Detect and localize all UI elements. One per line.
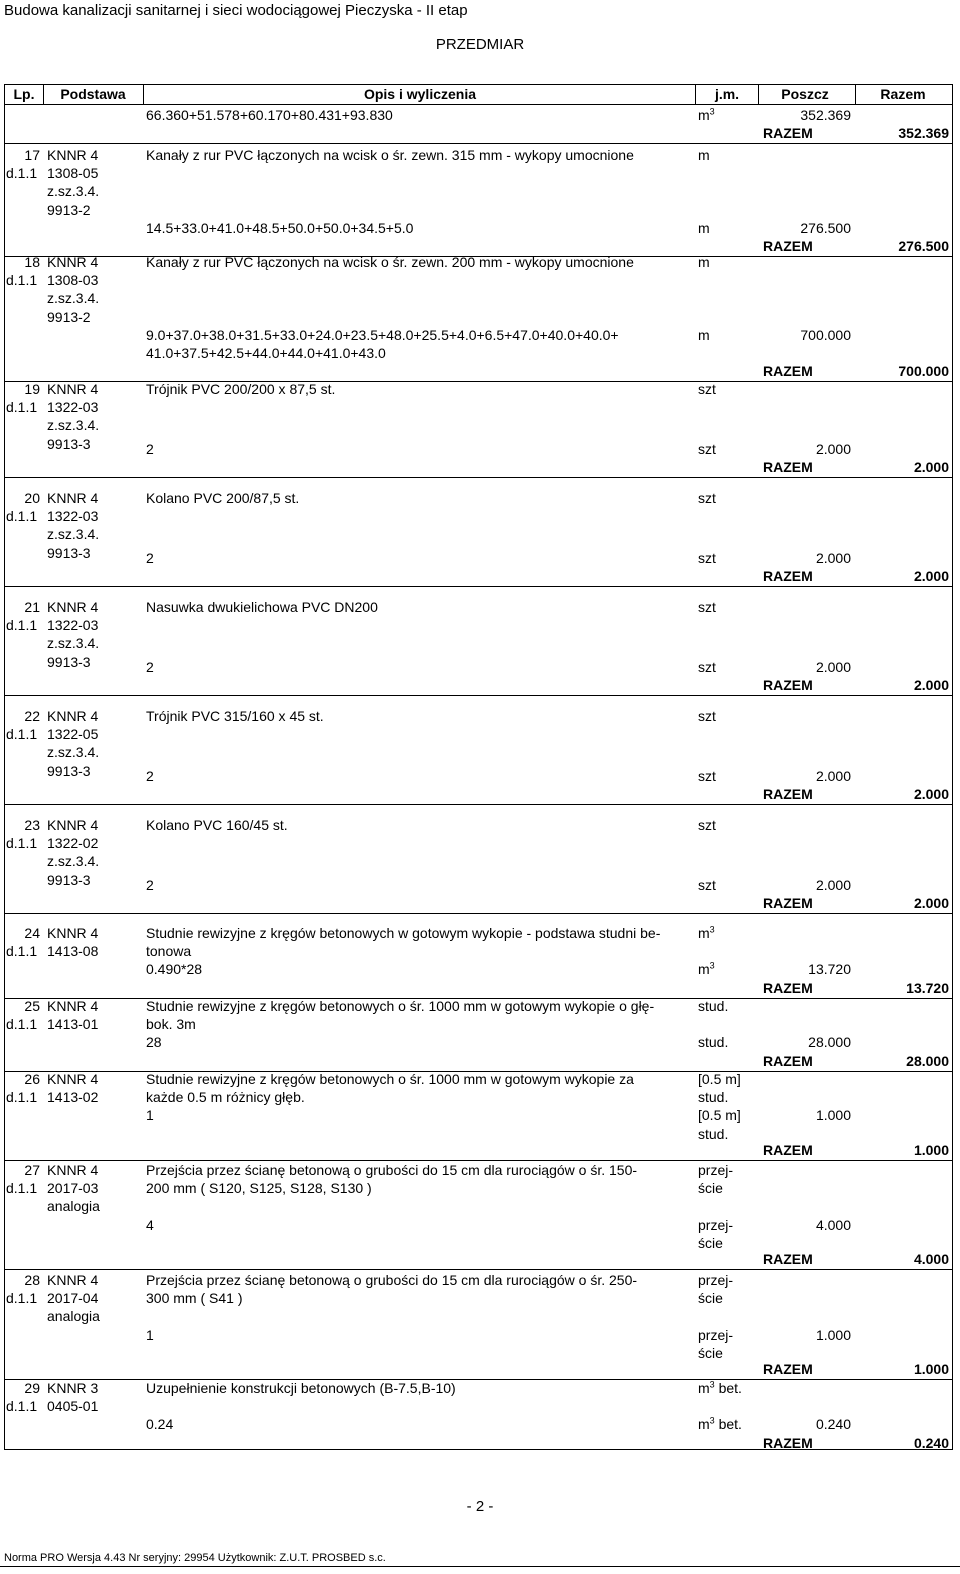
razem-value: 28.000 bbox=[906, 1052, 949, 1069]
item-poszcz: 2.000 bbox=[815, 659, 851, 676]
item-unit-line2: ście bbox=[698, 1290, 723, 1307]
item-poszcz: 4.000 bbox=[815, 1216, 851, 1233]
carry-over-value: 352.369 bbox=[800, 107, 851, 123]
item-basis-line: 1322-05 bbox=[47, 726, 99, 743]
razem-value: 2.000 bbox=[913, 786, 949, 803]
razem-label: RAZEM bbox=[763, 238, 813, 254]
item-description: Studnie rewizyjne z kręgów betonowych o śr. 1000 mm w gotowym wykopie za bbox=[146, 1071, 634, 1087]
item-lp-sub: d.1.1 bbox=[6, 272, 38, 289]
item-lp-sub: d.1.1 bbox=[6, 943, 38, 960]
item-basis-line: 9913-3 bbox=[47, 762, 91, 779]
razem-label: RAZEM bbox=[763, 125, 813, 141]
document-subtitle: PRZEDMIAR bbox=[435, 36, 525, 53]
item-lp: 19 bbox=[24, 381, 40, 397]
item-basis-line: 1308-03 bbox=[47, 272, 99, 289]
item-calc-unit: szt bbox=[698, 441, 716, 458]
item-basis-line: 9913-3 bbox=[47, 871, 91, 888]
item-calculation: 28 bbox=[146, 1034, 162, 1051]
item-description: Trójnik PVC 315/160 x 45 st. bbox=[146, 708, 324, 724]
item-basis-line: KNNR 4 bbox=[47, 1162, 99, 1178]
item-lp: 17 bbox=[24, 147, 40, 163]
header-poszcz: Poszcz bbox=[781, 86, 829, 102]
item-lp: 22 bbox=[24, 708, 40, 724]
item-lp: 29 bbox=[24, 1380, 40, 1396]
item-calc-unit: przej- bbox=[698, 1326, 734, 1343]
razem-value: 352.369 bbox=[898, 125, 949, 141]
item-poszcz: 700.000 bbox=[800, 326, 851, 343]
item-unit: stud. bbox=[698, 998, 729, 1014]
razem-value: 276.500 bbox=[898, 238, 949, 254]
item-unit-line2: ście bbox=[698, 1180, 723, 1197]
row-divider bbox=[4, 913, 953, 914]
item-lp-sub: d.1.1 bbox=[6, 835, 38, 852]
item-basis-line: 1322-02 bbox=[47, 835, 99, 852]
item-description: Kanały z rur PVC łączonych na wcisk o śr. zewn. 200 mm - wykopy umocnione bbox=[146, 254, 634, 270]
item-lp: 18 bbox=[24, 254, 40, 270]
item-poszcz: 0.240 bbox=[815, 1416, 851, 1433]
item-unit: $m^3$ bbox=[698, 924, 715, 941]
item-lp-sub: d.1.1 bbox=[6, 165, 38, 182]
item-basis-line: KNNR 4 bbox=[47, 147, 99, 163]
item-calculation: 2 bbox=[146, 877, 154, 894]
header-razem: Razem bbox=[880, 86, 926, 102]
item-basis-line: KNNR 4 bbox=[47, 1071, 99, 1087]
item-basis-line: 1413-02 bbox=[47, 1089, 99, 1106]
item-calc-unit-line2: ście bbox=[698, 1234, 723, 1251]
razem-value: 2.000 bbox=[913, 677, 949, 694]
item-unit: szt bbox=[698, 381, 716, 397]
item-description: Przejścia przez ścianę betonową o grubości do 15 cm dla rurociągów o śr. 250- bbox=[146, 1272, 638, 1288]
item-basis-line: 1322-03 bbox=[47, 508, 99, 525]
item-poszcz: 2.000 bbox=[815, 768, 851, 785]
item-basis-line: 1322-03 bbox=[47, 617, 99, 634]
item-description: Studnie rewizyjne z kręgów betonowych o śr. 1000 mm w gotowym wykopie o głę- bbox=[146, 998, 655, 1014]
item-calculation: 2 bbox=[146, 768, 154, 785]
razem-value: 2.000 bbox=[913, 568, 949, 585]
item-basis-line: z.sz.3.4. bbox=[47, 635, 100, 652]
carry-over-calc: 66.360+51.578+60.170+80.431+93.830 bbox=[146, 107, 393, 123]
item-description: bok. 3m bbox=[146, 1016, 196, 1033]
razem-label: RAZEM bbox=[763, 895, 813, 912]
item-lp-sub: d.1.1 bbox=[6, 508, 38, 525]
row-divider bbox=[4, 1269, 953, 1270]
footer-note: Norma PRO Wersja 4.43 Nr seryjny: 29954 Użytkownik: Z.U.T. PROSBED s.c. bbox=[4, 1552, 386, 1564]
item-poszcz: 276.500 bbox=[800, 219, 851, 236]
header-podstawa: Podstawa bbox=[60, 86, 126, 102]
item-poszcz: 1.000 bbox=[815, 1107, 851, 1124]
item-basis-line: z.sz.3.4. bbox=[47, 853, 100, 870]
razem-label: RAZEM bbox=[763, 677, 813, 694]
item-unit: szt bbox=[698, 817, 716, 833]
razem-label: RAZEM bbox=[763, 786, 813, 803]
razem-value: 4.000 bbox=[913, 1251, 949, 1268]
item-poszcz: 2.000 bbox=[815, 877, 851, 894]
item-basis-line: z.sz.3.4. bbox=[47, 526, 100, 543]
header-lp: Lp. bbox=[13, 86, 35, 102]
item-basis-line: z.sz.3.4. bbox=[47, 417, 100, 434]
item-calc-unit: szt bbox=[698, 768, 716, 785]
item-lp-sub: d.1.1 bbox=[6, 1180, 38, 1197]
item-description: Kanały z rur PVC łączonych na wcisk o śr. zewn. 315 mm - wykopy umocnione bbox=[146, 147, 634, 163]
carry-over-unit: $m^3$ bbox=[698, 106, 715, 123]
item-basis-line: 9913-3 bbox=[47, 544, 91, 561]
document-title: Budowa kanalizacji sanitarnej i sieci wodociągowej Pieczyska - II etap bbox=[4, 2, 468, 19]
item-basis-line: analogia bbox=[47, 1198, 100, 1215]
item-description: Studnie rewizyjne z kręgów betonowych w gotowym wykopie - podstawa studni be- bbox=[146, 925, 661, 941]
item-unit-line2: stud. bbox=[698, 1089, 729, 1106]
item-unit: m bbox=[698, 147, 710, 163]
item-lp-sub: d.1.1 bbox=[6, 1089, 38, 1106]
razem-label: RAZEM bbox=[763, 363, 813, 380]
header-opis: Opis i wyliczenia bbox=[363, 86, 477, 102]
item-basis-line: KNNR 4 bbox=[47, 381, 99, 397]
item-lp-sub: d.1.1 bbox=[6, 1290, 38, 1307]
item-description: tonowa bbox=[146, 943, 192, 960]
item-calculation: 2 bbox=[146, 441, 154, 458]
item-calc-unit: m bbox=[698, 326, 710, 343]
item-poszcz: 2.000 bbox=[815, 441, 851, 458]
razem-value: 0.240 bbox=[913, 1434, 949, 1451]
item-calculation: 2 bbox=[146, 550, 154, 567]
item-calculation: 1 bbox=[146, 1107, 154, 1124]
item-basis-line: KNNR 4 bbox=[47, 599, 99, 615]
item-lp: 28 bbox=[24, 1272, 40, 1288]
item-calc-unit: m bbox=[698, 219, 710, 236]
item-calculation: 1 bbox=[146, 1326, 154, 1343]
item-calc-unit: $m^3$ bet. bbox=[698, 1415, 742, 1433]
header-divider bbox=[4, 104, 953, 105]
table-frame bbox=[4, 84, 953, 1450]
item-basis-line: 9913-3 bbox=[47, 653, 91, 670]
item-basis-line: 1413-08 bbox=[47, 943, 99, 960]
item-unit: szt bbox=[698, 599, 716, 615]
razem-value: 1.000 bbox=[913, 1361, 949, 1378]
item-lp: 25 bbox=[24, 998, 40, 1014]
item-description: Trójnik PVC 200/200 x 87,5 st. bbox=[146, 381, 336, 397]
razem-label: RAZEM bbox=[763, 1141, 813, 1158]
item-lp: 21 bbox=[24, 599, 40, 615]
item-description: Nasuwka dwukielichowa PVC DN200 bbox=[146, 599, 378, 615]
razem-value: 700.000 bbox=[898, 363, 949, 380]
item-basis-line: z.sz.3.4. bbox=[47, 290, 100, 307]
item-lp-sub: d.1.1 bbox=[6, 399, 38, 416]
item-lp-sub: d.1.1 bbox=[6, 617, 38, 634]
item-unit: przej- bbox=[698, 1272, 734, 1288]
item-basis-line: KNNR 4 bbox=[47, 817, 99, 833]
item-calc-unit: szt bbox=[698, 877, 716, 894]
item-basis-line: 9913-2 bbox=[47, 308, 91, 325]
item-lp: 20 bbox=[24, 490, 40, 506]
item-calculation: 2 bbox=[146, 659, 154, 676]
item-description: 300 mm ( S41 ) bbox=[146, 1290, 243, 1307]
item-basis-line: 9913-2 bbox=[47, 201, 91, 218]
item-calculation: 14.5+33.0+41.0+48.5+50.0+50.0+34.5+5.0 bbox=[146, 219, 414, 236]
item-unit: szt bbox=[698, 708, 716, 724]
item-poszcz: 13.720 bbox=[808, 961, 851, 978]
item-lp-sub: d.1.1 bbox=[6, 726, 38, 743]
item-basis-line: 2017-03 bbox=[47, 1180, 99, 1197]
item-description: 200 mm ( S120, S125, S128, S130 ) bbox=[146, 1180, 372, 1197]
item-basis-line: 1322-03 bbox=[47, 399, 99, 416]
item-basis-line: KNNR 4 bbox=[47, 1272, 99, 1288]
item-unit: m bbox=[698, 254, 710, 270]
item-description: Uzupełnienie konstrukcji betonowych (B-7.5,B-10) bbox=[146, 1380, 456, 1396]
item-lp: 23 bbox=[24, 817, 40, 833]
razem-label: RAZEM bbox=[763, 568, 813, 585]
item-basis-line: KNNR 4 bbox=[47, 708, 99, 724]
item-description: Kolano PVC 160/45 st. bbox=[146, 817, 288, 833]
razem-value: 13.720 bbox=[906, 979, 949, 996]
item-basis-line: KNNR 4 bbox=[47, 998, 99, 1014]
item-lp: 26 bbox=[24, 1071, 40, 1087]
item-calculation: 4 bbox=[146, 1216, 154, 1233]
item-poszcz: 28.000 bbox=[808, 1034, 851, 1051]
item-lp: 27 bbox=[24, 1162, 40, 1178]
item-unit: $m^3$ bet. bbox=[698, 1379, 742, 1396]
item-calc-unit-line2: stud. bbox=[698, 1125, 729, 1142]
item-calculation: 9.0+37.0+38.0+31.5+33.0+24.0+23.5+48.0+25.5+4.0+6.5+47.0+40.0+40.0+ bbox=[146, 326, 619, 343]
item-basis-line: KNNR 4 bbox=[47, 490, 99, 506]
item-unit: szt bbox=[698, 490, 716, 506]
item-basis-line: 2017-04 bbox=[47, 1290, 99, 1307]
item-basis-line: 1308-05 bbox=[47, 165, 99, 182]
razem-label: RAZEM bbox=[763, 1434, 813, 1451]
item-calculation: 0.490*28 bbox=[146, 961, 203, 978]
item-basis-line: 1413-01 bbox=[47, 1016, 99, 1033]
item-basis-line: 0405-01 bbox=[47, 1398, 99, 1415]
item-description: każde 0.5 m różnicy głęb. bbox=[146, 1089, 305, 1106]
item-basis-line: analogia bbox=[47, 1308, 100, 1325]
item-unit: przej- bbox=[698, 1162, 734, 1178]
item-lp-sub: d.1.1 bbox=[6, 1398, 38, 1415]
item-lp: 24 bbox=[24, 925, 40, 941]
razem-label: RAZEM bbox=[763, 979, 813, 996]
item-poszcz: 2.000 bbox=[815, 550, 851, 567]
row-divider bbox=[4, 143, 953, 144]
razem-label: RAZEM bbox=[763, 1361, 813, 1378]
item-description: Przejścia przez ścianę betonową o grubości do 15 cm dla rurociągów o śr. 150- bbox=[146, 1162, 638, 1178]
razem-value: 2.000 bbox=[913, 459, 949, 476]
item-calculation: 41.0+37.5+42.5+44.0+44.0+41.0+43.0 bbox=[146, 345, 386, 361]
razem-value: 2.000 bbox=[913, 895, 949, 912]
item-description: Kolano PVC 200/87,5 st. bbox=[146, 490, 300, 506]
item-basis-line: z.sz.3.4. bbox=[47, 183, 100, 200]
razem-label: RAZEM bbox=[763, 1052, 813, 1069]
item-poszcz: 1.000 bbox=[815, 1326, 851, 1343]
razem-label: RAZEM bbox=[763, 459, 813, 476]
item-calc-unit: szt bbox=[698, 659, 716, 676]
razem-label: RAZEM bbox=[763, 1251, 813, 1268]
razem-value: 1.000 bbox=[913, 1141, 949, 1158]
item-basis-line: 9913-3 bbox=[47, 435, 91, 452]
row-divider bbox=[4, 1160, 953, 1161]
item-calc-unit: szt bbox=[698, 550, 716, 567]
item-calc-unit: stud. bbox=[698, 1034, 729, 1051]
row-divider bbox=[4, 695, 953, 696]
page-number: - 2 - bbox=[466, 1498, 494, 1515]
item-basis-line: KNNR 4 bbox=[47, 254, 99, 270]
row-divider bbox=[4, 586, 953, 587]
item-calc-unit: $m^3$ bbox=[698, 960, 715, 978]
footer-divider bbox=[0, 1566, 960, 1567]
item-calc-unit: [0.5 m] bbox=[698, 1107, 741, 1124]
row-divider bbox=[4, 477, 953, 478]
item-lp-sub: d.1.1 bbox=[6, 1016, 38, 1033]
item-basis-line: KNNR 3 bbox=[47, 1380, 99, 1396]
item-unit: [0.5 m] bbox=[698, 1071, 741, 1087]
item-calc-unit-line2: ście bbox=[698, 1344, 723, 1361]
header-jm: j.m. bbox=[714, 86, 740, 102]
item-basis-line: KNNR 4 bbox=[47, 925, 99, 941]
item-calc-unit: przej- bbox=[698, 1216, 734, 1233]
item-calculation: 0.24 bbox=[146, 1416, 174, 1433]
row-divider bbox=[4, 804, 953, 805]
item-basis-line: z.sz.3.4. bbox=[47, 744, 100, 761]
